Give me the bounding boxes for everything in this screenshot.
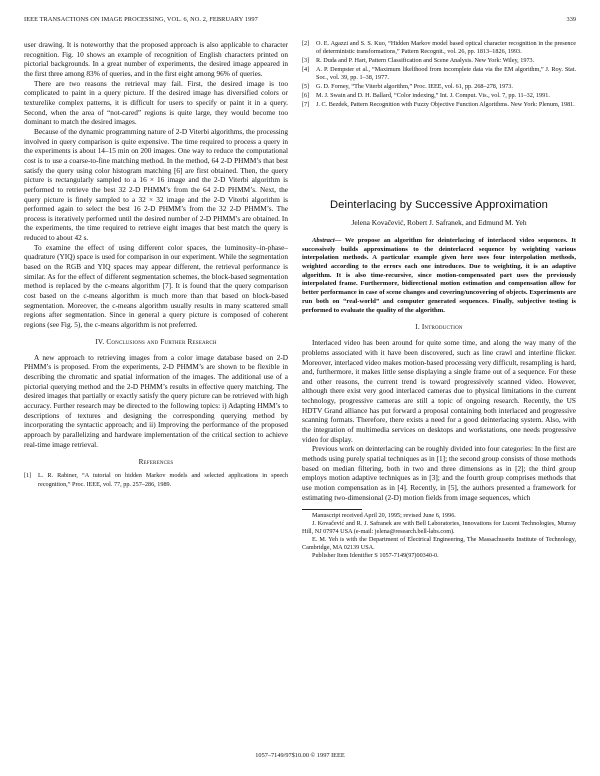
reference-number: [2] [302, 40, 310, 47]
page-number: 339 [566, 16, 576, 23]
footnotes [302, 509, 576, 559]
intro-paragraph: Previous work on deinterlacing can be roughly divided into four categories: In the first are methods using purely spatial techniques as in [1]; the second group consists of those methods based on median filtering, both in two and three dimensions as in [2]; the third group employs motion adaptive techniques as in [3]; and the fourth group comprises methods that use motion compensation as in [4]. Recently, in [5], the authors presented a framework for estimating two-dimensional (2-D) motion fields from image sequences, which [302, 444, 576, 502]
reference-item [302, 40, 576, 57]
reference-number: [4] [302, 65, 310, 73]
right-column [302, 40, 576, 560]
article-title: Deinterlacing by Successive Approximation [329, 198, 548, 211]
footnote-rule [302, 509, 362, 510]
section-heading: IV. Conclusions and Further Research [95, 337, 217, 346]
author-line: Jelena Kovačević, Robert J. Safranek, and Edmund M. Yeh [351, 217, 527, 227]
intro-paragraph: Interlaced video has been around for quite some time, and along the way many of the problems associated with it have been discovered, such as line crawl and interline flicker. Moreover, interlaced video makes motion-based processing very difficult, resampling is hard, and, furthermore, it makes little sense displaying a single frame out of a sequence. For these and other reasons, the current trend is toward progressively scanned video. However, although there exist very good interlaced cameras due to physical limitations in the current technology, progressive cameras are still a topic of ongoing research. Recently, the US HDTV Grand alliance has put forward a proposal containing both interlaced and progressive scanning formats. Therefore, there exists a need for a good deinterlacing system. Also, with the integration of multimedia services on desktops and workstations, one needs progressive video for display. [302, 338, 576, 444]
reference-number: [5] [302, 82, 310, 90]
reference-item [302, 83, 576, 91]
footnote: Publisher Item Identifier S 1057-7149(97)00340-0. [312, 551, 439, 559]
reference-number: [3] [302, 57, 310, 65]
abstract-text: We propose an algorithm for deinterlacing of interlaced video sequences. It successively builds approximations to the deinterlaced sequence by weighting various interpolation methods. A particular example given here uses four interpolation methods, weighted according to the errors each one introduces. Due to weighting, it is an adaptive algorithm. It is also time-recursive, since motion-compensated part uses the previously interpolated frame. Furthermore, bidirectional motion estimation and compensation allow for better performance in case of scene changes and covering/uncovering of objects. Experiments are run both on “real-world” and computer generated sequences. Finally, subjective testing is performed to evaluate the quality of the algorithm. [302, 236, 576, 314]
reference-list [24, 472, 288, 489]
journal-header: IEEE TRANSACTIONS ON IMAGE PROCESSING, VOL. 6, NO. 2, FEBRUARY 1997 [24, 16, 258, 23]
body-paragraph: To examine the effect of using different color spaces, the luminosity–in-phase–quadrature (YIQ) space is used for comparison in our experiment. While the segmentation based on the RGB and YIQ spaces may appear different, the retrieval performance is similar. As for the effect of different segmentation schemes, the block-based segmentation method is replaced by the c-means algorithm [7]. It is found that the query comparison cost based on the c-means algorithm is much more than that based on block-based segmentation. Moreover, the c-means algorithm usually results in many scattered small regions after segmentation. Since in general a query picture is composed of coherent regions (see Fig. 5), the c-means algorithm is not preferred. [24, 242, 288, 330]
left-column [24, 40, 288, 489]
footnote: J. Kovačević and R. J. Safranek are with Bell Laboratories, Innovations for Lucent Technologies, Murray Hill, NJ 07974 USA (e-mail: jelena@research.bell-labs.com). [302, 520, 576, 536]
reference-item [302, 57, 576, 65]
reference-list [302, 40, 576, 109]
body-paragraph: There are two reasons the retrieval may fail. First, the desired image is too complicated to paint in a query picture. If the desired image has diversified colors or texturelike complex patterns, it is difficult for users to specify or paint it in a query. Second, when the area of “not-cared” regions is quite large, they would become too dominant to match the desired images. [24, 78, 288, 127]
reference-text: J. C. Bezdek, Pattern Recognition with Fuzzy Objective Function Algorithms. New York: Plenum, 1981. [316, 100, 575, 108]
section-heading: I. Introduction [415, 323, 463, 332]
body-paragraph: Because of the dynamic programming nature of 2-D Viterbi algorithms, the processing involved in query comparison is quite expensive. The time required to process a query in the experiments is about 14–15 min on 200 images. One way to reduce the computational cost is to use a coarse-to-fine matching method. In the method, 64 2-D PHMM’s that best satisfy the query using color histogram matching [6] are first obtained. Then, the query picture is rectangularly sampled to a 16 × 16 image and the 2-D Viterbi algorithm is performed to retrieve the best 32 2-D PHMM’s from the 64 2-D PHMM’s. Next, the query picture is finely sampled to a 32 × 32 image and the 2-D Viterbi algorithm is performed again to select the best 16 2-D PHMM’s from the 32 2-D PHMM’s. The process is iteratively performed until the desired number of 2-D PHMM’s are obtained. In the experiments, the time required to retrieve eight images that best match the query is reduced to about 42 s. [24, 126, 288, 243]
reference-item [302, 66, 576, 83]
running-header [24, 16, 576, 28]
reference-text: L. R. Rabiner, “A tutorial on hidden Markov models and selected applications in speech recognition,” Proc. IEEE, vol. 77, pp. 257–286, 1989. [38, 472, 288, 488]
body-paragraph: user drawing. It is noteworthy that the proposed approach is also applicable to character recognition. Fig. 10 shows an example of recognition of English characters printed on pictorial backgrounds. In a great number of experiments, the desired image appeared in the first three among 83% of queries, and in the first eight among 96% of queries. [24, 40, 288, 78]
reference-item [24, 472, 288, 489]
footnote: Manuscript received April 20, 1995; revised June 6, 1996. [312, 512, 456, 520]
reference-text: M. J. Swain and D. H. Ballard, “Color indexing,” Int. J. Comput. Vis., vol. 7, pp. 11–32, 1991. [316, 91, 550, 99]
copyright-footer: 1057–7149/97$10.00 © 1997 IEEE [255, 752, 345, 759]
footnote: E. M. Yeh is with the Department of Electrical Engineering, The Massachusetts Institute of Technology, Cambridge, MA 02139 USA. [302, 536, 576, 551]
abstract [302, 237, 576, 315]
reference-number: [7] [302, 100, 310, 108]
reference-item [302, 101, 576, 109]
reference-text: A. P. Dempster et al., “Maximum likelihood from incomplete data via the EM algorithm,” J. Roy. Stat. Soc., vol. 39, pp. 1–38, 1977. [316, 65, 576, 82]
reference-text: G. D. Forney, “The Viterbi algorithm,” Proc. IEEE, vol. 61, pp. 268–278, 1973. [316, 82, 513, 90]
references-heading: References [138, 458, 174, 467]
abstract-label: Abstract— [312, 236, 342, 244]
reference-text: R. Duda and P. Hart, Pattern Classification and Scene Analysis. New York: Wiley, 1973. [316, 57, 535, 65]
reference-item [302, 92, 576, 100]
reference-text: O. E. Agazzi and S. S. Kuo, “Hidden Markov model based optical character recognition in the presence of deterministic transformations,” Pattern Recognit., vol. 26, pp. 1813–1826, 1993. [316, 40, 576, 56]
reference-number: [1] [24, 472, 32, 480]
conclusion-paragraph: A new approach to retrieving images from a color image database based on 2-D PHMM’s is proposed. From the experiments, 2-D PHMM’s are shown to be flexible in describing the chromatic and spatial information of the images. The additional use of a pictorial querying method and the 2-D PHMM’s results in effective query matching. The desired images that partially or exactly satisfy the query picture can be retrieved with high accuracy. Further research may be directed to the following topics: i) Adapting HMM’s to descriptions of textures and designing the corresponding querying method by incorporating the syntactic approach; and ii) Improving the performance of the proposed approach by parallelizing and hardware implementation of the critical section to achieve real-time image retrieval. [24, 352, 288, 449]
reference-number: [6] [302, 91, 310, 99]
